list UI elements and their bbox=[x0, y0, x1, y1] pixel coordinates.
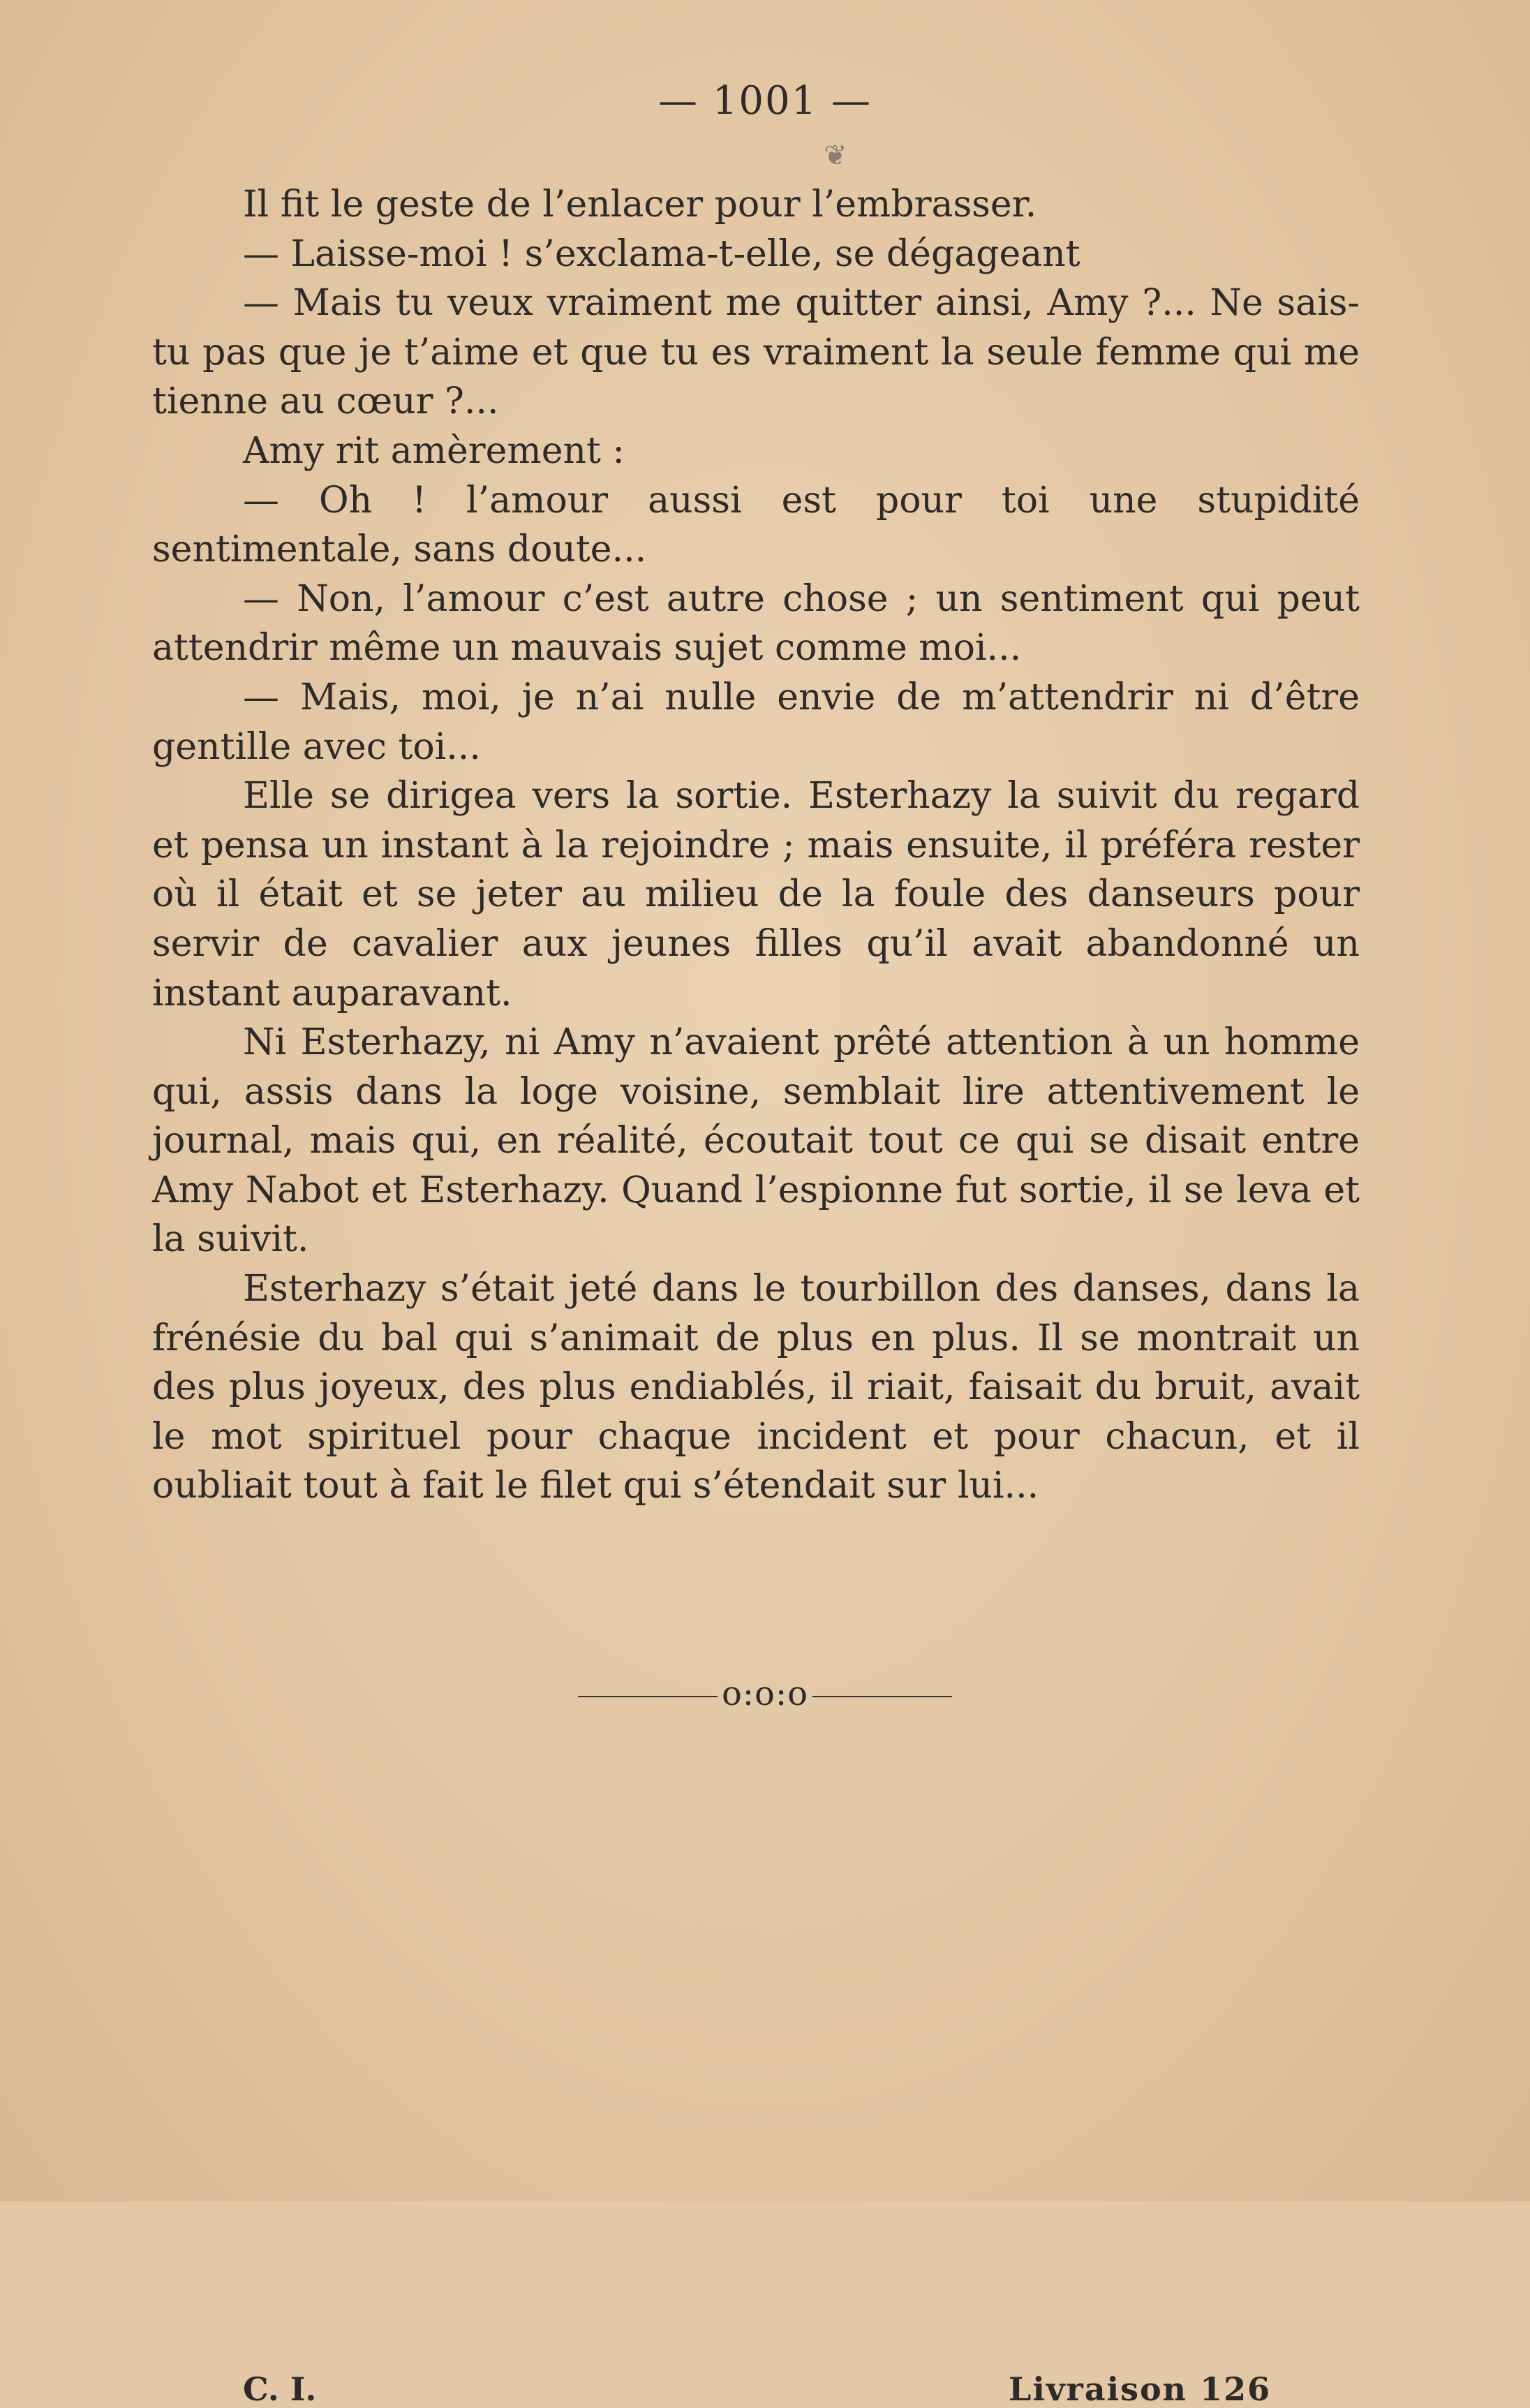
paragraph: — Non, l’amour c’est autre chose ; un sentiment qui peut attendrir même un mauvais sujet comme moi... bbox=[152, 577, 1360, 670]
separator-line-left bbox=[578, 1696, 718, 1697]
page-number: — 1001 — bbox=[658, 78, 872, 124]
paragraph: Elle se dirigea vers la sortie. Esterhazy la suivit du regard et pensa un instant à la rejoindre ; mais ensuite, il préféra rester où il était et se jeter au milieu de la foule des danseurs pour servir de cavalier aux jeunes filles qu’il avait abandonné un instant auparavant. bbox=[152, 775, 1360, 1014]
section-separator bbox=[0, 1674, 1530, 1713]
paragraph: — Oh ! l’amour aussi est pour toi une stupidité sentimentale, sans doute... bbox=[152, 479, 1360, 571]
separator-mark: o:o:o bbox=[721, 1674, 809, 1713]
signature-mark: C. I. bbox=[243, 2370, 317, 2408]
paragraph: — Mais, moi, je n’ai nulle envie de m’attendrir ni d’être gentille avec toi... bbox=[152, 676, 1360, 768]
ornament-icon: ❦ bbox=[824, 140, 847, 172]
paragraph: Amy rit amèrement : bbox=[243, 429, 625, 472]
paragraph: — Mais tu veux vraiment me quitter ainsi, Amy ?... Ne sais-tu pas que je t’aime et que tu es vraiment la seule femme qui me tienne au cœur ?... bbox=[152, 282, 1360, 423]
separator-line-right bbox=[812, 1696, 952, 1697]
paragraph: — Laisse-moi ! s’exclama-t-elle, se dégageant bbox=[243, 232, 1080, 275]
paragraph: Esterhazy s’était jeté dans le tourbillon des danses, dans la frénésie du bal qui s’animait de plus en plus. Il se montrait un des plus joyeux, des plus endiablés, il riait, faisait du bruit, avait le mot spirituel pour chaque incident et pour chacun, et il oubliait tout à fait le filet qui s’étendait sur lui... bbox=[152, 1268, 1360, 1507]
paragraph: Ni Esterhazy, ni Amy n’avaient prêté attention à un homme qui, assis dans la loge voisine, semblait lire attentivement le journal, mais qui, en réalité, écoutait tout ce qui se disait entre Amy Nabot et Esterhazy. Quand l’espionne fut sortie, il se leva et la suivit. bbox=[152, 1021, 1360, 1261]
body-text bbox=[152, 180, 1360, 1511]
paragraph: Il fit le geste de l’enlacer pour l’embrasser. bbox=[243, 184, 1037, 226]
livraison-label: Livraison 126 bbox=[1009, 2370, 1272, 2408]
